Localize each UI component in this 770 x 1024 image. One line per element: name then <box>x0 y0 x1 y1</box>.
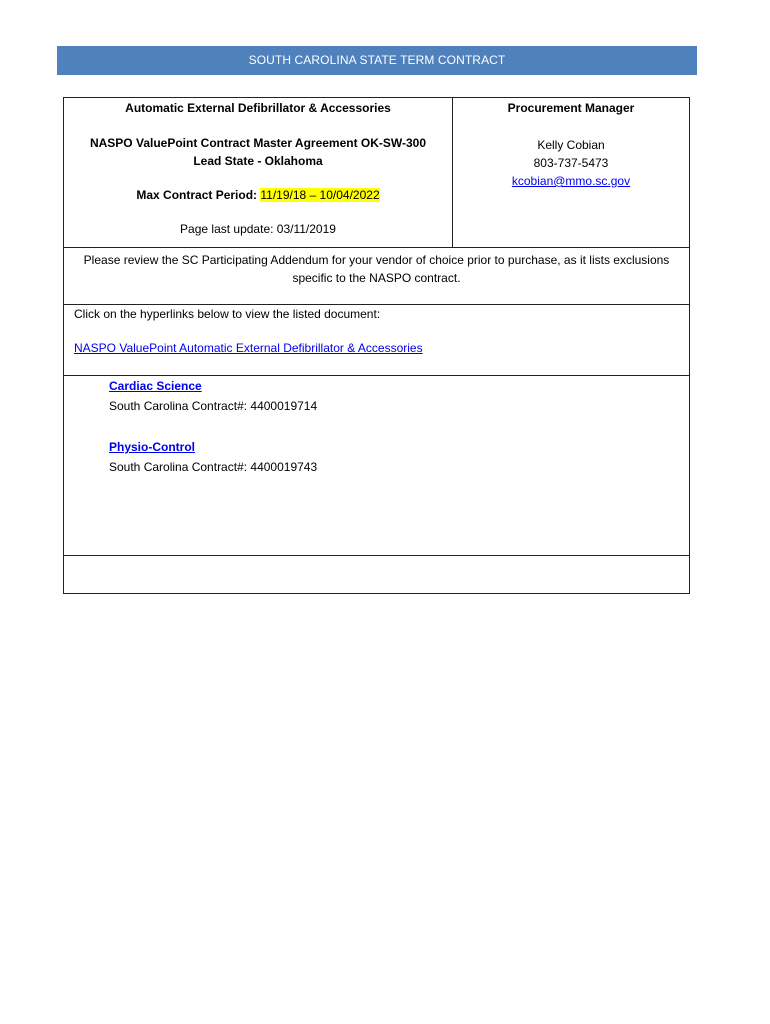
last-update: Page last update: 03/11/2019 <box>180 222 336 236</box>
header-row <box>64 98 689 248</box>
links-row <box>64 305 689 376</box>
vendor-link-cardiac-science[interactable]: Cardiac Science <box>109 379 202 393</box>
lead-state: Lead State - Oklahoma <box>193 154 323 168</box>
contract-period <box>64 188 452 202</box>
links-instruction: Click on the hyperlinks below to view the listed document: <box>74 307 381 321</box>
vendor-contract-number: South Carolina Contract#: 4400019743 <box>109 460 318 474</box>
manager-name: Kelly Cobian <box>537 138 605 152</box>
contract-sheet <box>63 97 690 594</box>
master-agreement: NASPO ValuePoint Contract Master Agreement OK-SW-300 <box>89 136 427 150</box>
manager-email[interactable]: kcobian@mmo.sc.gov <box>511 174 631 188</box>
participating-addendum-notice: Please review the SC Participating Addendum for your vendor of choice prior to purchase, as it lists exclusions specific to the NASPO contract. <box>83 253 670 285</box>
manager-heading: Procurement Manager <box>507 101 635 115</box>
contract-title: Automatic External Defibrillator & Accessories <box>125 101 391 115</box>
manager-email-link[interactable] <box>453 174 689 188</box>
master-document-link-text[interactable]: NASPO ValuePoint Automatic External Defibrillator & Accessories <box>74 341 423 355</box>
period-value: 11/19/18 – 10/04/2022 <box>260 188 380 202</box>
notice-row <box>64 248 689 305</box>
contract-info-cell <box>64 98 453 247</box>
empty-footer-row <box>64 556 689 593</box>
vendor-item <box>109 379 317 413</box>
manager-cell <box>453 98 689 247</box>
vendor-item <box>109 440 317 474</box>
vendor-contract-number: South Carolina Contract#: 4400019714 <box>109 399 318 413</box>
vendors-row <box>64 376 689 556</box>
manager-phone: 803-737-5473 <box>533 156 609 170</box>
page-banner: SOUTH CAROLINA STATE TERM CONTRACT <box>57 46 697 75</box>
master-document-link[interactable] <box>74 341 423 355</box>
period-label: Max Contract Period: <box>136 188 258 202</box>
vendor-link-physio-control[interactable]: Physio-Control <box>109 440 195 454</box>
